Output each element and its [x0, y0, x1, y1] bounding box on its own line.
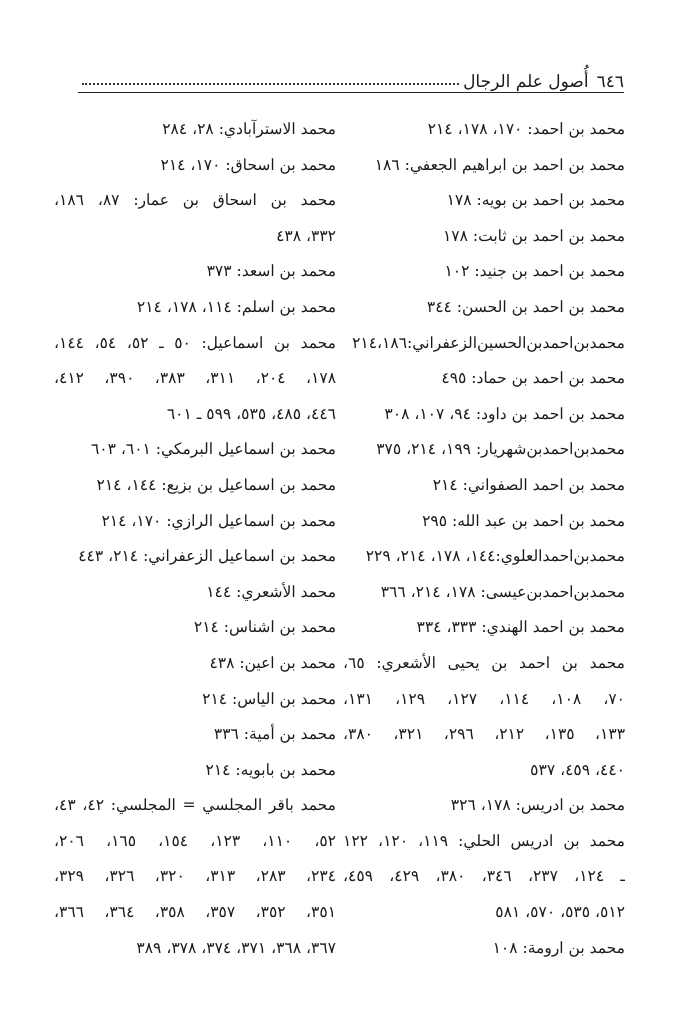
dot-leader	[82, 83, 459, 85]
page-header	[78, 66, 624, 93]
index-entry-line: محمد بن اسماعيل الرازي: ١٧٠، ٢١٤	[101, 511, 336, 530]
index-entry-line: محمد بن احمد بن ثابت: ١٧٨	[442, 226, 625, 245]
index-column-left	[54, 112, 336, 966]
index-entry-line: محمد بن اسلم: ١١٤، ١٧٨، ٢١٤	[136, 297, 336, 316]
index-entry-line: محمد بن أمية: ٣٣٦	[213, 725, 336, 744]
index-entry-line: محمد بن احمد: ١٧٠، ١٧٨، ٢١٤	[427, 120, 625, 138]
index-entry-line: ١٧٨، ٢٠٤، ٣١١، ٣٨٣، ٣٩٠، ٤١٢،	[54, 369, 336, 388]
index-entry-line: محمد بن ارومة: ١٠٨	[492, 938, 625, 957]
index-entry-line: محمد بن بابويه: ٢١٤	[205, 760, 336, 779]
index-entry-line: محمد بن اسحاق: ١٧٠، ٢١٤	[160, 155, 336, 174]
index-entry-line: ٣٣٢، ٤٣٨	[276, 226, 336, 245]
index-entry-line: محمد الاسترآبادي: ٢٨، ٢٨٤	[162, 120, 336, 138]
index-entry-line: محمدبن‌احمدالعلوي:١٤٤، ١٧٨، ٢١٤، ٢٢٩	[365, 547, 625, 566]
index-entry-line: ٤٤٠، ٤٥٩، ٥٣٧	[530, 760, 625, 779]
index-entry-line: ٥٢، ١١٠، ١٢٣، ١٥٤، ١٦٥، ٢٠٦،	[54, 831, 336, 850]
index-entry-line: ٧٠، ١٠٨، ١١٤، ١٢٧، ١٢٩، ١٣١،	[343, 689, 625, 708]
index-entry-line: محمد بن احمد بن يحيى الأشعري: ٦٥،	[343, 653, 625, 672]
index-entry-line: محمد بن احمد الهندي: ٣٣٣، ٣٣٤	[416, 618, 625, 637]
index-entry-line: ٥١٢، ٥٣٥، ٥٧٠، ٥٨١	[495, 903, 625, 922]
index-entry-line: ٤٤٦، ٤٨٥، ٥٣٥، ٥٩٩ ـ ٦٠١	[166, 404, 336, 423]
index-entry-line: محمد بن اسحاق بن عمار: ٨٧، ١٨٦،	[54, 191, 336, 210]
index-entry-line: ٣٥١، ٣٥٢، ٣٥٧، ٣٥٨، ٣٦٤، ٣٦٦،	[54, 903, 336, 922]
index-entry-line: ٢٣٤، ٢٨٣، ٣١٣، ٣٢٠، ٣٢٦، ٣٢٩،	[54, 867, 336, 886]
index-entry-line: محمد بن ادريس: ١٧٨، ٣٢٦	[450, 796, 625, 815]
index-entry-line: محمد باقر المجلسي = المجلسي: ٤٢، ٤٣،	[54, 796, 336, 815]
index-entry-line: محمد بن اسعد: ٣٧٣	[206, 262, 336, 281]
index-entry-line: محمد بن اسماعيل البرمكي: ٦٠١، ٦٠٣	[90, 440, 336, 459]
index-entry-line: محمدبن‌احمدبن‌عيسى: ١٧٨، ٢١٤، ٣٦٦	[380, 582, 625, 601]
index-entry-line: محمد بن احمد الصفواني: ٢١٤	[432, 475, 625, 494]
index-entry-line: محمد بن اشناس: ٢١٤	[193, 618, 336, 637]
index-entry-line: محمد بن اسماعيل الزعفراني: ٢١٤، ٤٤٣	[78, 547, 336, 566]
index-column-right	[343, 112, 625, 966]
index-entry-line: محمد بن اسماعيل بن بزيع: ١٤٤، ٢١٤	[96, 475, 336, 494]
index-entry-line: محمد بن احمد بن جنيد: ١٠٢	[444, 262, 625, 281]
index-entry-line: محمد بن احمد بن حماد: ٤٩٥	[441, 369, 625, 388]
index-entry-line: محمد بن احمد بن بويه: ١٧٨	[446, 191, 625, 210]
book-title: أُصول علم الرجال	[463, 72, 589, 92]
index-entry-line: محمد بن اعين: ٤٣٨	[209, 653, 336, 672]
page-number: ٦٤٦	[596, 72, 624, 92]
index-entry-line: محمد بن احمد بن عبد الله: ٢٩٥	[422, 511, 625, 530]
index-entry-line: ٣٦٧، ٣٦٨، ٣٧١، ٣٧٤، ٣٧٨، ٣٨٩	[136, 938, 336, 957]
index-entry-line: محمد بن اسماعيل: ٥٠ ـ ٥٢، ٥٤، ١٤٤،	[54, 333, 336, 352]
index-entry-line: محمد بن احمد بن داود: ٩٤، ١٠٧، ٣٠٨	[384, 404, 625, 423]
index-entry-line: محمد بن ادريس الحلي: ١١٩، ١٢٠، ١٢٢	[343, 831, 625, 850]
index-entry-line: محمد بن الياس: ٢١٤	[202, 689, 336, 708]
index-entry-line: ـ ١٢٤، ٢٣٧، ٣٤٦، ٣٨٠، ٤٢٩، ٤٥٩،	[343, 867, 625, 886]
index-entry-line: محمدبن‌احمدبن‌شهريار: ١٩٩، ٢١٤، ٣٧٥	[376, 440, 625, 459]
index-entry-line: محمدبن‌احمدبن‌الحسين‌الزعفراني:٢١٤،١٨٦	[352, 333, 625, 352]
index-entry-line: محمد بن احمد بن ابراهيم الجعفي: ١٨٦	[374, 155, 625, 174]
index-entry-line: محمد بن احمد بن الحسن: ٣٤٤	[426, 297, 625, 316]
index-entry-line: ١٣٣، ١٣٥، ٢١٢، ٢٩٦، ٣٢١، ٣٨٠،	[343, 725, 625, 744]
index-entry-line: محمد الأشعري: ١٤٤	[206, 582, 336, 601]
